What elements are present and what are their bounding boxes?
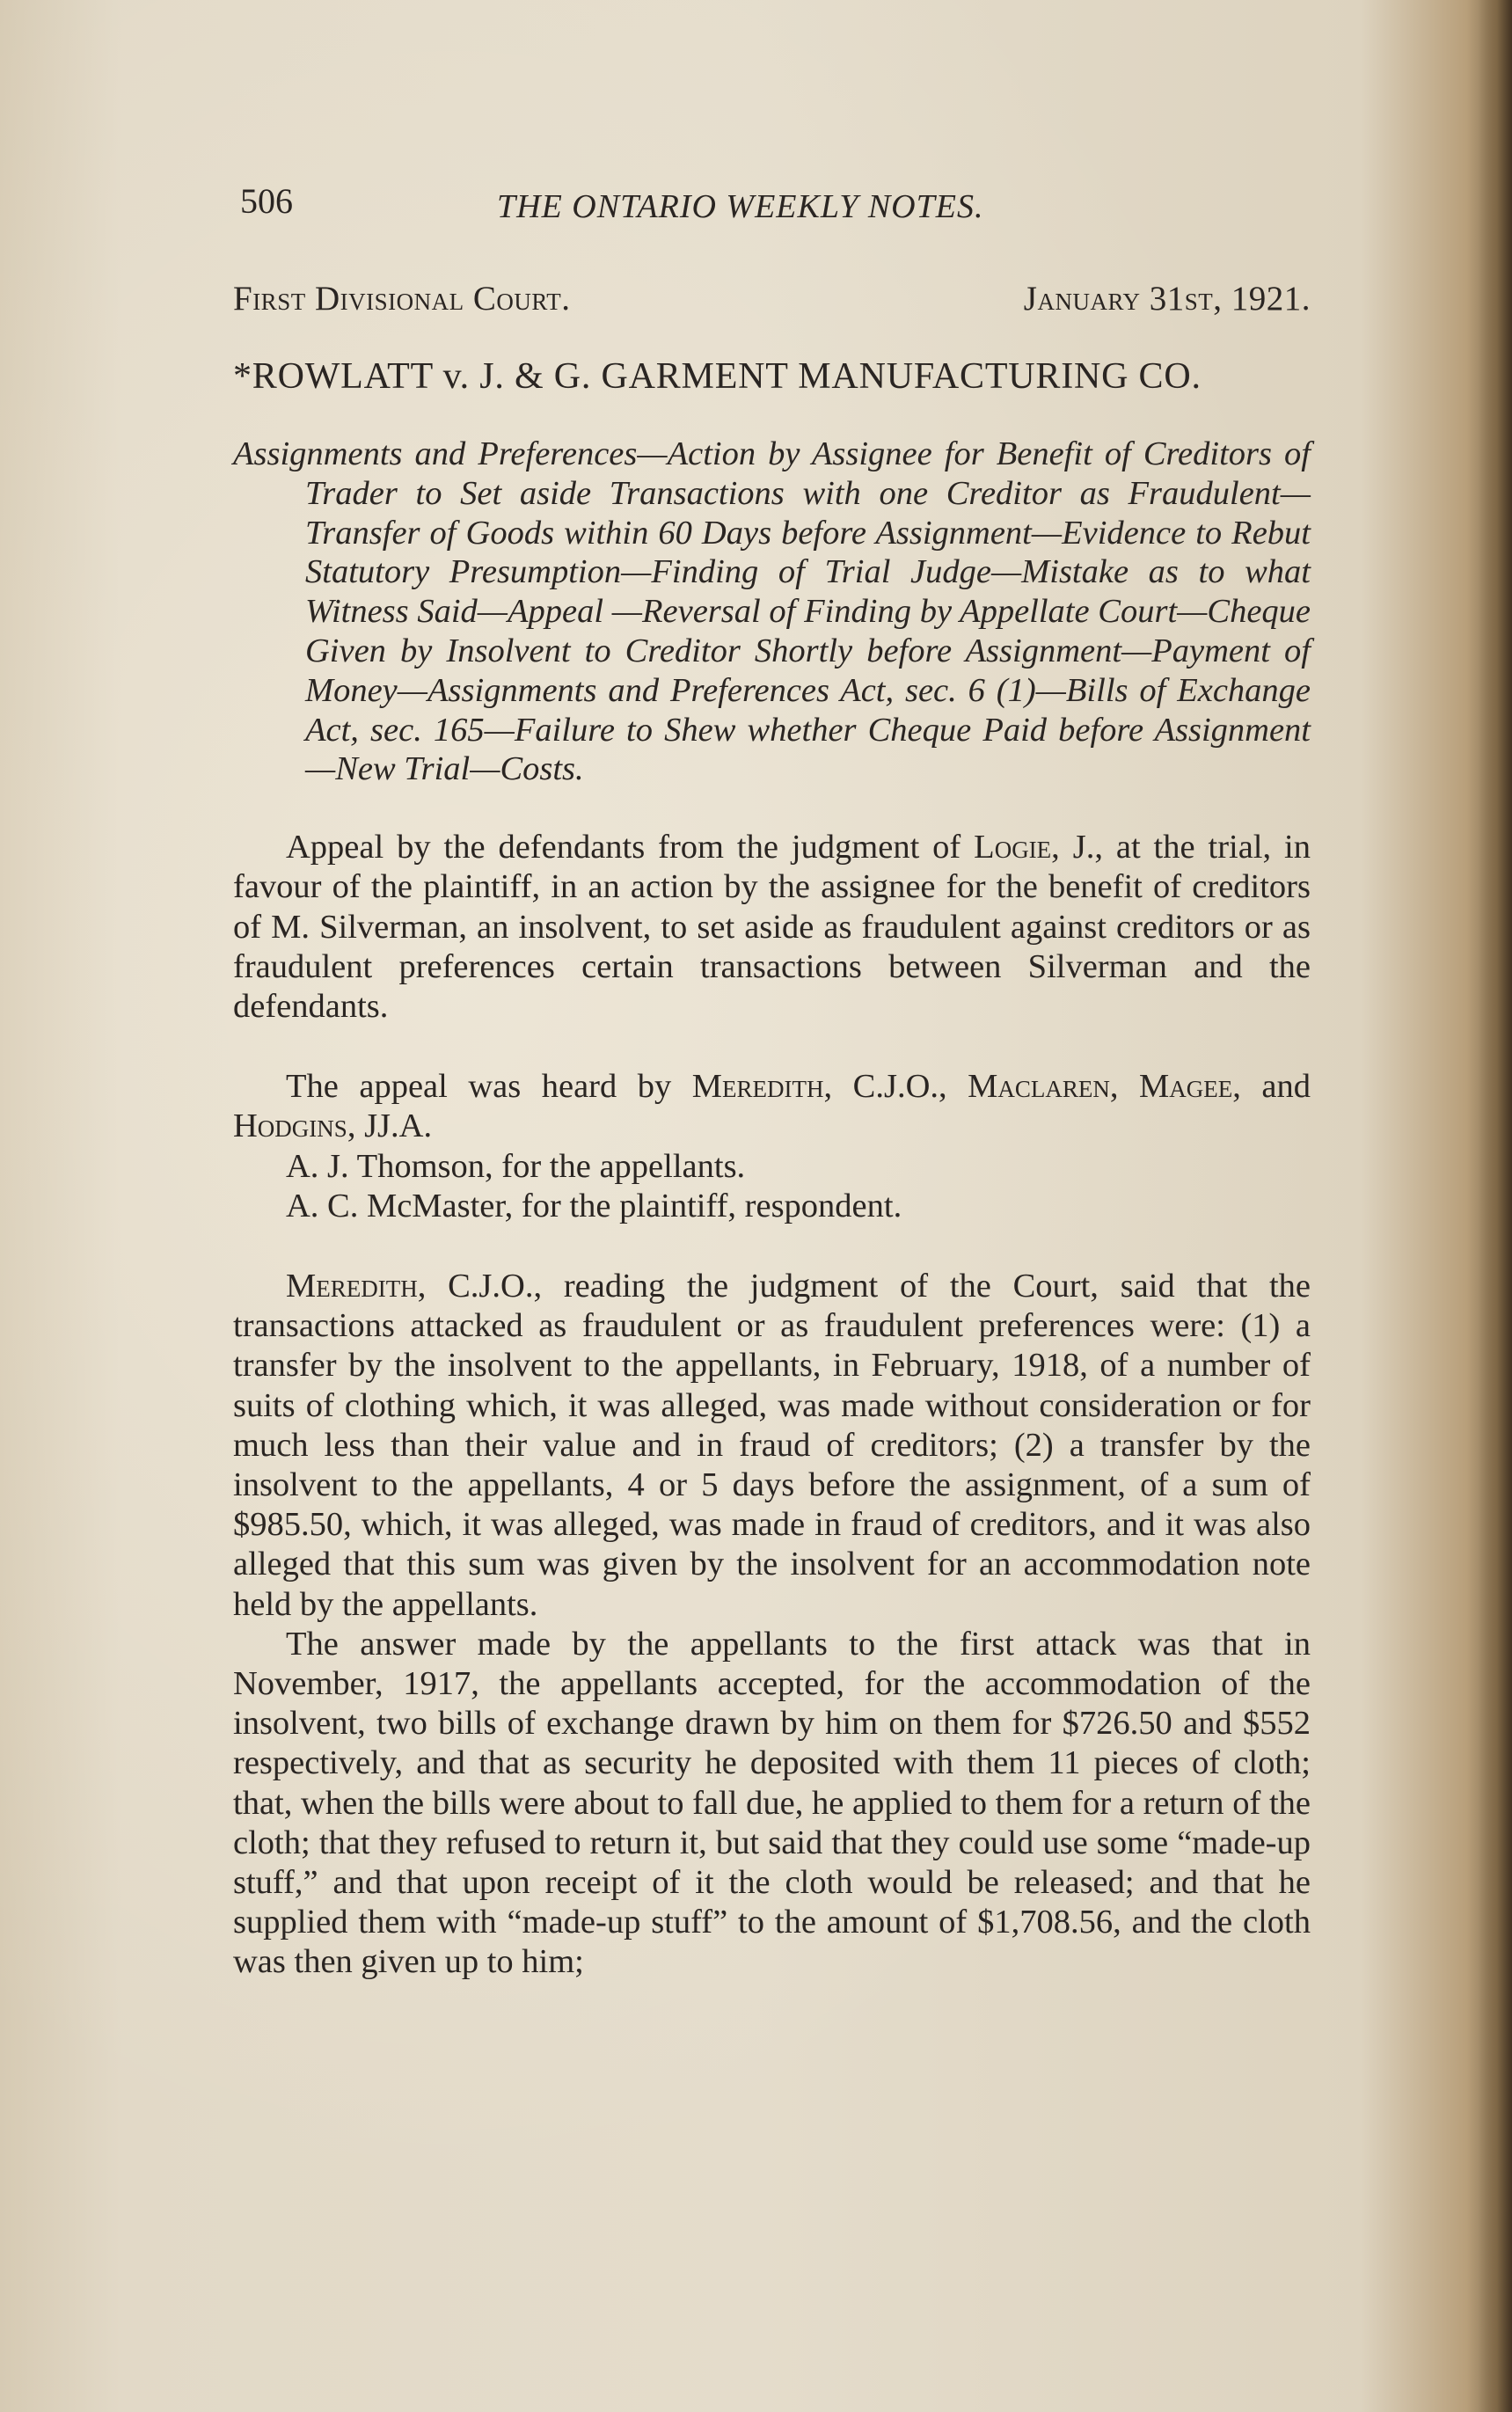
judge-name: Meredith: [691, 1068, 824, 1106]
journal-title: THE ONTARIO WEEKLY NOTES.: [497, 188, 984, 225]
judge-name: Logie: [974, 829, 1052, 866]
judge-name: Hodgins: [233, 1107, 347, 1145]
counsel-respondent: A. C. McMaster, for the plaintiff, respondent.: [286, 1187, 902, 1224]
appeal-paragraph: [233, 828, 1311, 1027]
appeal-text-2: , J., at the trial, in favour of the plaintiff, in an action by the assignee for the benefit of creditors of M. Silverman, an insolvent, to set aside as fraudulent against creditors or as fraudulent preferences certain transactions between Silverman and the defendants.: [233, 829, 1311, 1025]
headnote: Assignments and Preferences—Action by Assignee for Benefit of Creditors of Trader to Set aside Transactions with one Creditor as Fraudulent—Transfer of Goods within 60 Days before Assignment—Evidence to Rebut Statutory Presumption—Finding of Trial Judge—Mistake as to what Witness Said—Appeal —Reversal of Finding by Appellate Court—Cheque Given by Insolvent to Creditor Shortly before Assignment—Payment of Money—Assignments and Preferences Act, sec. 6 (1)—Bills of Exchange Act, sec. 165—Failure to Shew whether Cheque Paid before Assignment—New Trial—Costs.: [233, 435, 1311, 788]
counsel-appellants: A. J. Thomson, for the appellants.: [286, 1147, 746, 1185]
heard-paragraph: [233, 1067, 1311, 1146]
heard-text-3: ,: [1109, 1068, 1140, 1106]
heard-text-5: , JJ.A.: [347, 1107, 433, 1145]
decision-date: January 31st, 1921.: [1023, 280, 1311, 318]
heard-text-4: , and: [1232, 1068, 1311, 1106]
judgment-paragraph: [233, 1267, 1311, 1625]
text-column: [233, 180, 1311, 1983]
judgment-text: , C.J.O., reading the judgment of the Court, said that the transactions attacked as fraudulent or as fraudulent preferences were: (1) a transfer by the insolvent to the appellants, in February, 1918, of a number of suits of clothing which, it was alleged, was made without consideration or for much less than their value and in fraud of creditors; (2) a transfer by the insolvent to the appellants, 4 or 5 days before the assignment, of a sum of $985.50, which, it was alleged, was made in fraud of creditors, and it was also alleged that this sum was given by the insolvent for an accommodation note held by the appellants.: [233, 1268, 1311, 1623]
judge-name: Meredith: [286, 1268, 418, 1305]
court-line: [233, 279, 1311, 318]
appeal-text-1: Appeal by the defendants from the judgment of: [286, 829, 975, 866]
judge-name: Magee: [1139, 1068, 1233, 1106]
heard-text-2: , C.J.O.,: [823, 1068, 968, 1106]
running-head: [233, 180, 1311, 233]
page-number: 506: [240, 181, 293, 221]
case-title: *ROWLATT v. J. & G. GARMENT MANUFACTURING CO.: [233, 356, 1202, 397]
court-name: First Divisional Court.: [233, 280, 571, 318]
heard-text-1: The appeal was heard by: [286, 1068, 692, 1106]
answer-paragraph: The answer made by the appellants to the first attack was that in November, 1917, the appellants accepted, for the accommodation of the insolvent, two bills of exchange drawn by him on them for $726.50 and $552 respectively, and that as security he deposited with them 11 pieces of cloth; that, when the bills were about to fall due, he applied to them for a return of the cloth; that they refused to return it, but said that they could use some “made-up stuff,” and that upon receipt of it the cloth would be released; and that he supplied them with “made-up stuff” to the amount of $1,708.56, and the cloth was then given up to him;: [233, 1625, 1311, 1981]
judge-name: Maclaren: [968, 1068, 1110, 1106]
page-edge-shadow: [1479, 0, 1512, 2412]
